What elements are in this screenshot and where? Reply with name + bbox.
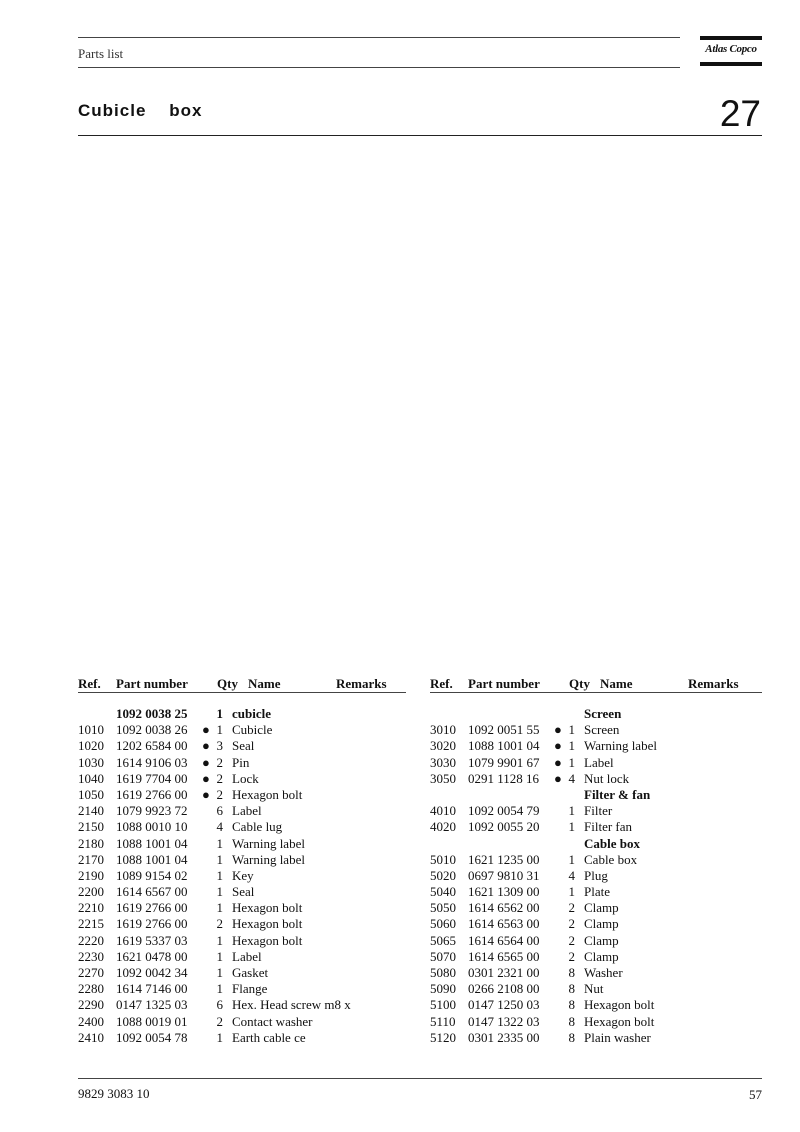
qty-cell: 2 <box>568 948 575 964</box>
ref-cell: 5065 <box>430 932 456 948</box>
table-row <box>78 1014 406 1030</box>
table-row <box>78 884 406 900</box>
qty-cell: 3 <box>216 738 223 754</box>
qty-cell: 1 <box>216 948 223 964</box>
ref-cell: 5070 <box>430 948 456 964</box>
bullet-icon: ● <box>202 770 210 786</box>
name-cell: Cubicle <box>232 722 273 738</box>
ref-cell: 1030 <box>78 754 104 770</box>
rows-right <box>430 706 762 1046</box>
qty-cell: 1 <box>568 819 575 835</box>
ref-cell: 3020 <box>430 738 456 754</box>
name-cell: Label <box>232 948 262 964</box>
table-row <box>78 981 406 997</box>
table-row <box>430 738 762 754</box>
table-row <box>78 836 406 852</box>
table-row <box>430 933 762 949</box>
part-number-cell: 1092 0055 20 <box>468 819 540 835</box>
name-cell: Hexagon bolt <box>232 916 303 932</box>
qty-cell: 1 <box>568 754 575 770</box>
part-number-cell: 1621 1309 00 <box>468 884 540 900</box>
name-cell: Label <box>232 803 262 819</box>
col-remarks-header: Remarks <box>688 676 739 691</box>
name-cell: Cable lug <box>232 819 283 835</box>
header-label: Parts list <box>78 46 124 61</box>
name-cell: Earth cable ce <box>232 1029 306 1045</box>
ref-cell: 3010 <box>430 722 456 738</box>
bullet-icon: ● <box>202 722 210 738</box>
qty-cell: 1 <box>216 851 223 867</box>
ref-cell: 2220 <box>78 932 104 948</box>
name-cell: Nut lock <box>584 770 630 786</box>
bullet-icon: ● <box>554 738 562 754</box>
col-remarks-header: Remarks <box>336 676 387 691</box>
qty-cell: 1 <box>216 867 223 883</box>
name-cell: Hexagon bolt <box>232 900 303 916</box>
table-row <box>430 852 762 868</box>
table-row <box>430 916 762 932</box>
part-number-cell: 1092 0038 26 <box>116 722 188 738</box>
part-number-cell: 1614 6562 00 <box>468 900 540 916</box>
name-cell: Seal <box>232 884 255 900</box>
ref-cell: 2290 <box>78 997 104 1013</box>
qty-cell: 8 <box>568 1029 575 1045</box>
part-number-cell: 0291 1128 16 <box>468 770 540 786</box>
qty-cell: 8 <box>568 997 575 1013</box>
qty-cell: 2 <box>568 900 575 916</box>
table-row <box>78 738 406 754</box>
ref-cell: 1040 <box>78 770 104 786</box>
qty-cell: 2 <box>568 932 575 948</box>
ref-cell: 5080 <box>430 965 456 980</box>
qty-cell: 4 <box>568 867 575 883</box>
ref-cell: 2410 <box>78 1029 104 1045</box>
table-row <box>78 868 406 884</box>
name-cell: Lock <box>232 770 259 786</box>
part-number-cell: 1079 9901 67 <box>468 754 540 770</box>
part-number-cell: 1089 9154 02 <box>116 867 188 883</box>
part-number-cell: 1088 1001 04 <box>116 835 188 851</box>
name-cell: Plug <box>584 867 608 883</box>
part-number-cell: 1614 6567 00 <box>116 884 188 900</box>
table-row <box>78 819 406 835</box>
part-number-cell: 1088 1001 04 <box>468 738 540 754</box>
table-row <box>430 771 762 787</box>
ref-cell: 5060 <box>430 916 456 932</box>
name-cell: Contact washer <box>232 1013 313 1029</box>
part-number-cell: 1614 9106 03 <box>116 754 188 770</box>
ref-cell: 2140 <box>78 803 104 819</box>
col-qty-header: Qty <box>217 676 238 691</box>
name-cell: Label <box>584 754 614 770</box>
name-cell: Screen <box>584 722 620 738</box>
table-row <box>430 836 762 852</box>
table-row <box>430 706 762 722</box>
name-cell: Plain washer <box>584 1029 651 1045</box>
part-number-cell: 0266 2108 00 <box>468 981 540 997</box>
ref-cell: 1020 <box>78 738 104 754</box>
table-row <box>78 900 406 916</box>
table-row <box>430 722 762 738</box>
part-number-cell: 1092 0054 79 <box>468 803 540 819</box>
ref-cell: 2230 <box>78 948 104 964</box>
bullet-icon: ● <box>202 754 210 770</box>
col-ref-header: Ref. <box>430 676 453 691</box>
name-cell: Gasket <box>232 965 269 980</box>
qty-cell: 6 <box>216 803 223 819</box>
table-row <box>430 755 762 771</box>
part-number-cell: 0147 1322 03 <box>468 1013 540 1029</box>
ref-cell: 5120 <box>430 1029 456 1045</box>
name-cell: Clamp <box>584 916 619 932</box>
part-number-cell: 1619 7704 00 <box>116 770 188 786</box>
bullet-icon: ● <box>554 754 562 770</box>
name-cell: Key <box>232 867 254 883</box>
ref-cell: 2270 <box>78 965 104 980</box>
col-name-header: Name <box>248 676 281 691</box>
part-number-cell: 1092 0051 55 <box>468 722 540 738</box>
table-row <box>78 997 406 1013</box>
footer-doc-number: 9829 3083 10 <box>78 1086 150 1101</box>
ref-cell: 2400 <box>78 1013 104 1029</box>
ref-cell: 5050 <box>430 900 456 916</box>
ref-cell: 4010 <box>430 803 456 819</box>
section-number: 27 <box>719 93 761 134</box>
qty-cell: 8 <box>568 1013 575 1029</box>
name-cell: Warning label <box>232 835 305 851</box>
ref-cell: 1050 <box>78 786 104 802</box>
name-cell: Hex. Head screw m8 x <box>232 997 351 1013</box>
part-number-cell: 1619 2766 00 <box>116 916 188 932</box>
part-number-cell: 0301 2335 00 <box>468 1029 540 1045</box>
part-number-cell: 1088 0019 01 <box>116 1013 188 1029</box>
table-row <box>430 1030 762 1046</box>
part-number-cell: 1088 1001 04 <box>116 851 188 867</box>
ref-cell: 2150 <box>78 819 104 835</box>
name-cell: Filter & fan <box>584 786 651 802</box>
logo-bottom-bar <box>700 62 762 66</box>
name-cell: Washer <box>584 965 623 980</box>
qty-cell: 1 <box>216 981 223 997</box>
section-title: Cubicle box <box>78 101 203 120</box>
header-top-rule <box>78 37 680 38</box>
qty-cell: 4 <box>216 819 223 835</box>
header-bottom-rule <box>78 67 680 68</box>
ref-cell: 2170 <box>78 851 104 867</box>
table-row <box>430 965 762 981</box>
ref-cell: 5110 <box>430 1013 456 1029</box>
part-number-cell: 1619 5337 03 <box>116 932 188 948</box>
name-cell: Hexagon bolt <box>232 932 303 948</box>
qty-cell: 1 <box>216 965 223 980</box>
part-number-cell: 0147 1250 03 <box>468 997 540 1013</box>
logo-top-bar <box>700 36 762 40</box>
table-row <box>430 949 762 965</box>
name-cell: Cable box <box>584 835 640 851</box>
qty-cell: 2 <box>216 786 223 802</box>
col-name-header: Name <box>600 676 633 691</box>
parts-table-left <box>78 676 406 1046</box>
name-cell: Flange <box>232 981 268 997</box>
ref-cell: 5020 <box>430 867 456 883</box>
part-number-cell: 1092 0038 25 <box>116 706 188 721</box>
qty-cell: 4 <box>568 770 575 786</box>
ref-cell: 5010 <box>430 851 456 867</box>
bullet-icon: ● <box>202 738 210 754</box>
part-number-cell: 1621 1235 00 <box>468 851 540 867</box>
name-cell: Hexagon bolt <box>584 1013 655 1029</box>
ref-cell: 1010 <box>78 722 104 738</box>
atlas-copco-logo <box>700 36 762 66</box>
name-cell: Plate <box>584 884 610 900</box>
name-cell: Clamp <box>584 932 619 948</box>
footer-page-number: 57 <box>749 1087 762 1102</box>
table-row <box>78 706 406 722</box>
table-row <box>430 803 762 819</box>
ref-cell: 2180 <box>78 835 104 851</box>
qty-cell: 8 <box>568 981 575 997</box>
table-row <box>430 884 762 900</box>
part-number-cell: 1614 6565 00 <box>468 948 540 964</box>
part-number-cell: 1614 6563 00 <box>468 916 540 932</box>
table-row <box>78 787 406 803</box>
table-header-rule <box>78 692 406 693</box>
name-cell: Pin <box>232 754 250 770</box>
bullet-icon: ● <box>554 722 562 738</box>
ref-cell: 3030 <box>430 754 456 770</box>
table-row <box>78 852 406 868</box>
qty-cell: 1 <box>216 932 223 948</box>
table-row <box>430 1014 762 1030</box>
name-cell: cubicle <box>232 706 271 721</box>
ref-cell: 5100 <box>430 997 456 1013</box>
table-row <box>78 755 406 771</box>
part-number-cell: 1614 7146 00 <box>116 981 188 997</box>
table-row <box>78 803 406 819</box>
name-cell: Filter <box>584 803 613 819</box>
table-row <box>430 981 762 997</box>
name-cell: Seal <box>232 738 255 754</box>
footer-rule <box>78 1078 762 1079</box>
name-cell: Hexagon bolt <box>232 786 303 802</box>
ref-cell: 2215 <box>78 916 104 932</box>
name-cell: Clamp <box>584 900 619 916</box>
part-number-cell: 1079 9923 72 <box>116 803 188 819</box>
qty-cell: 2 <box>568 916 575 932</box>
col-part-header: Part number <box>116 676 188 691</box>
ref-cell: 3050 <box>430 770 456 786</box>
col-qty-header: Qty <box>569 676 590 691</box>
qty-cell: 2 <box>216 1013 223 1029</box>
table-row <box>78 1030 406 1046</box>
part-number-cell: 0147 1325 03 <box>116 997 188 1013</box>
rows-left <box>78 706 406 1046</box>
table-row <box>430 868 762 884</box>
qty-cell: 1 <box>216 706 223 721</box>
table-header-rule <box>430 692 762 693</box>
qty-cell: 1 <box>216 1029 223 1045</box>
name-cell: Clamp <box>584 948 619 964</box>
table-row <box>78 949 406 965</box>
part-number-cell: 1614 6564 00 <box>468 932 540 948</box>
table-row <box>430 787 762 803</box>
qty-cell: 1 <box>216 884 223 900</box>
col-part-header: Part number <box>468 676 540 691</box>
ref-cell: 2280 <box>78 981 104 997</box>
part-number-cell: 0697 9810 31 <box>468 867 540 883</box>
part-number-cell: 1092 0042 34 <box>116 965 188 980</box>
bullet-icon: ● <box>554 770 562 786</box>
qty-cell: 8 <box>568 965 575 980</box>
qty-cell: 1 <box>216 835 223 851</box>
table-row <box>430 819 762 835</box>
table-row <box>430 997 762 1013</box>
name-cell: Warning label <box>584 738 657 754</box>
table-row <box>430 900 762 916</box>
section-title-rule <box>78 135 762 136</box>
ref-cell: 2190 <box>78 867 104 883</box>
qty-cell: 1 <box>568 803 575 819</box>
part-number-cell: 1621 0478 00 <box>116 948 188 964</box>
part-number-cell: 1088 0010 10 <box>116 819 188 835</box>
name-cell: Cable box <box>584 851 638 867</box>
parts-table-right <box>430 676 762 1046</box>
ref-cell: 5040 <box>430 884 456 900</box>
table-row <box>78 965 406 981</box>
table-row <box>78 933 406 949</box>
ref-cell: 4020 <box>430 819 456 835</box>
col-ref-header: Ref. <box>78 676 101 691</box>
ref-cell: 2200 <box>78 884 104 900</box>
ref-cell: 2210 <box>78 900 104 916</box>
logo-wordmark: Atlas Copco <box>705 43 757 55</box>
qty-cell: 2 <box>216 754 223 770</box>
name-cell: Screen <box>584 706 622 721</box>
table-row <box>78 771 406 787</box>
part-number-cell: 1092 0054 78 <box>116 1029 188 1045</box>
qty-cell: 1 <box>568 851 575 867</box>
part-number-cell: 1202 6584 00 <box>116 738 188 754</box>
qty-cell: 1 <box>568 722 575 738</box>
name-cell: Hexagon bolt <box>584 997 655 1013</box>
qty-cell: 1 <box>216 722 223 738</box>
part-number-cell: 1619 2766 00 <box>116 786 188 802</box>
qty-cell: 1 <box>216 900 223 916</box>
bullet-icon: ● <box>202 786 210 802</box>
name-cell: Warning label <box>232 851 305 867</box>
part-number-cell: 1619 2766 00 <box>116 900 188 916</box>
qty-cell: 6 <box>216 997 223 1013</box>
part-number-cell: 0301 2321 00 <box>468 965 540 980</box>
qty-cell: 1 <box>568 884 575 900</box>
table-row <box>78 722 406 738</box>
name-cell: Nut <box>584 981 604 997</box>
qty-cell: 2 <box>216 916 223 932</box>
name-cell: Filter fan <box>584 819 633 835</box>
qty-cell: 1 <box>568 738 575 754</box>
qty-cell: 2 <box>216 770 223 786</box>
ref-cell: 5090 <box>430 981 456 997</box>
table-row <box>78 916 406 932</box>
